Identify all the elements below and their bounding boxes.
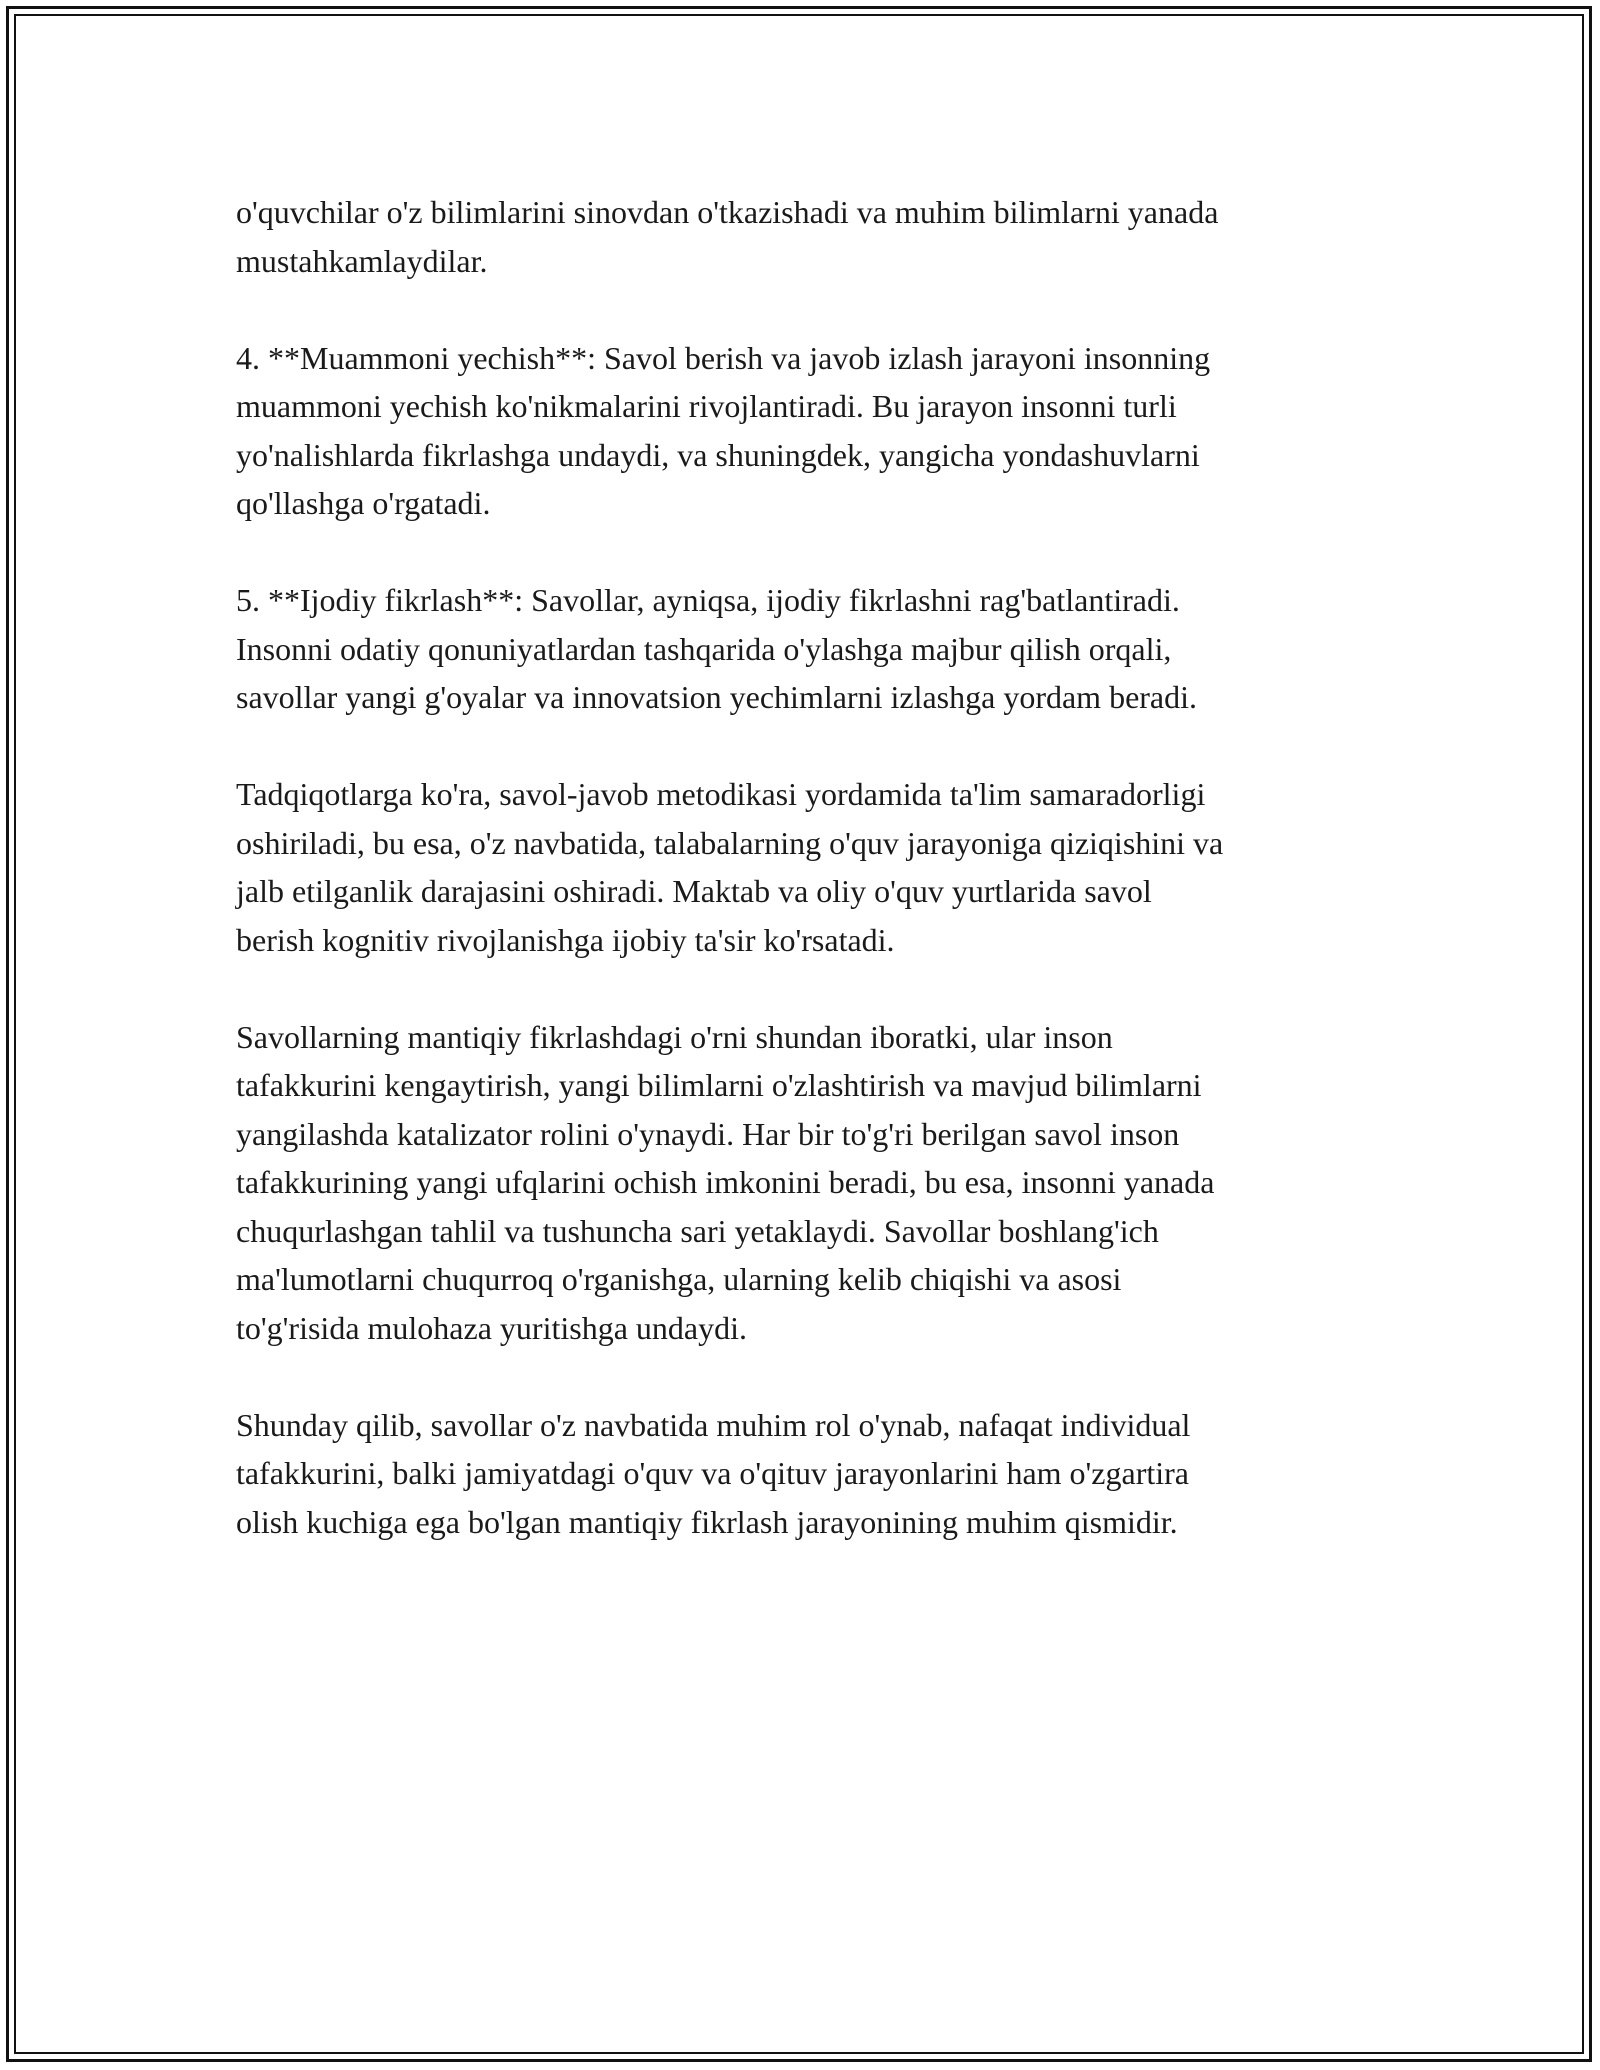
- text-line: yangilashda katalizator rolini o'ynaydi. Har bir to'g'ri berilgan savol inson: [236, 1115, 1180, 1152]
- text-line: Savollarning mantiqiy fikrlashdagi o'rni shundan iboratki, ular inson: [236, 1018, 1113, 1055]
- paragraph-1: [236, 188, 1386, 285]
- text-line: Tadqiqotlarga ko'ra, savol-javob metodikasi yordamida ta'lim samaradorligi: [236, 776, 1206, 812]
- paragraph-2: [236, 334, 1386, 528]
- paragraph-5: [236, 1013, 1386, 1353]
- paragraph-6: [236, 1401, 1386, 1547]
- text-line: 5. **Ijodiy fikrlash**: Savollar, ayniqsa, ijodiy fikrlashni rag'batlantiradi.: [236, 582, 1180, 618]
- text-line: to'g'risida mulohaza yuritishga undaydi.: [236, 1309, 747, 1346]
- text-line: tafakkurini, balki jamiyatdagi o'quv va o'qituv jarayonlarini ham o'zgartira: [236, 1455, 1189, 1491]
- text-line: tafakkurini kengaytirish, yangi bilimlarni o'zlashtirish va mavjud bilimlarni: [236, 1067, 1202, 1103]
- paragraph-4: [236, 770, 1386, 964]
- text-line: 4. **Muammoni yechish**: Savol berish va javob izlash jarayoni insonning: [236, 339, 1211, 376]
- text-line: Insonni odatiy qonuniyatlardan tashqarida o'ylashga majbur qilish orqali,: [236, 630, 1172, 667]
- text-line: o'quvchilar o'z bilimlarini sinovdan o'tkazishadi va muhim bilimlarni yanada: [236, 194, 1219, 230]
- text-line: savollar yangi g'oyalar va innovatsion yechimlarni izlashga yordam beradi.: [236, 679, 1198, 715]
- text-line: tafakkurining yangi ufqlarini ochish imkonini beradi, bu esa, insonni yanada: [236, 1164, 1215, 1200]
- text-line: qo'llashga o'rgatadi.: [236, 485, 491, 521]
- text-line: oshiriladi, bu esa, o'z navbatida, talabalarning o'quv jarayoniga qiziqishini va: [236, 824, 1224, 861]
- paragraph-3: [236, 576, 1386, 722]
- text-line: yo'nalishlarda fikrlashga undaydi, va shuningdek, yangicha yondashuvlarni: [236, 436, 1200, 473]
- document-body: [236, 188, 1386, 1595]
- text-line: Shunday qilib, savollar o'z navbatida muhim rol o'ynab, nafaqat individual: [236, 1406, 1191, 1443]
- text-line: olish kuchiga ega bo'lgan mantiqiy fikrlash jarayonining muhim qismidir.: [236, 1503, 1178, 1540]
- text-line: berish kognitiv rivojlanishga ijobiy ta'sir ko'rsatadi.: [236, 921, 895, 958]
- text-line: mustahkamlaydilar.: [236, 242, 488, 279]
- text-line: chuqurlashgan tahlil va tushuncha sari yetaklaydi. Savollar boshlang'ich: [236, 1212, 1159, 1249]
- text-line: jalb etilganlik darajasini oshiradi. Maktab va oliy o'quv yurtlarida savol: [236, 873, 1152, 909]
- text-line: muammoni yechish ko'nikmalarini rivojlantiradi. Bu jarayon insonni turli: [236, 388, 1177, 424]
- text-line: ma'lumotlarni chuqurroq o'rganishga, ularning kelib chiqishi va asosi: [236, 1261, 1122, 1297]
